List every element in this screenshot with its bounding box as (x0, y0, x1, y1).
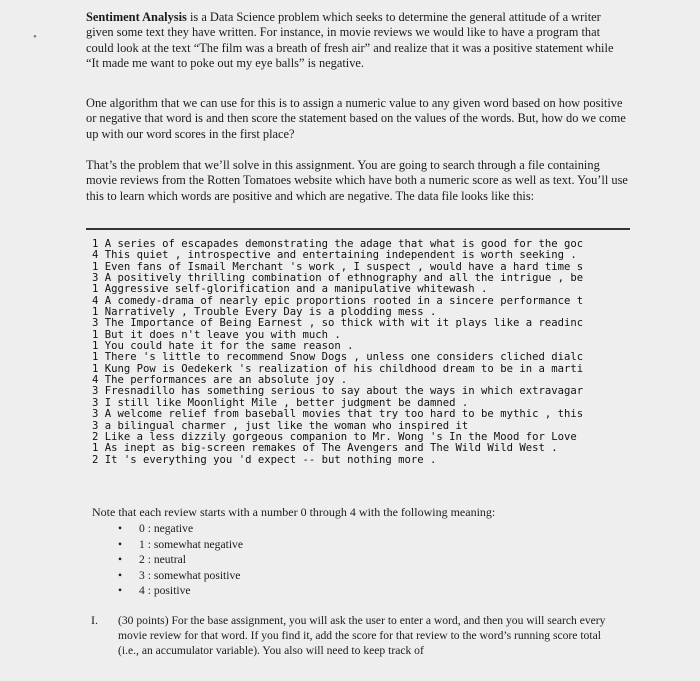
score-meaning-text: 0 : negative (139, 522, 194, 535)
data-file-line: 3 Fresnadillo has something serious to say about the ways in which extravagar (92, 386, 584, 398)
score-meaning-item (118, 568, 243, 584)
data-file-line: 3 I still like Moonlight Mile , better judgment be damned . (92, 397, 469, 409)
data-file-line: 2 It 's everything you 'd expect -- but nothing more . (92, 454, 437, 466)
margin-dot: • (33, 31, 37, 43)
bullet-icon: • (118, 537, 123, 551)
intro-paragraph-2: One algorithm that we can use for this is to assign a numeric value to any given word based on how positive or negative that word is and then score the statement based on the values of the words. But, how do we come up with our word scores in the first place? (86, 96, 626, 141)
intro-paragraph-3: That’s the problem that we’ll solve in this assignment. You are going to search through a file containing movie reviews from the Rotten Tomatoes website which have both a numeric score as well as text. You’ll use this to learn which words are positive and which are negative. The data file looks like this: (86, 158, 628, 203)
bullet-icon: • (118, 568, 123, 582)
score-meaning-item (118, 583, 243, 599)
score-meaning-text: 3 : somewhat positive (139, 568, 241, 582)
data-file-line: 1 Aggressive self-glorification and a manipulative whitewash . (92, 284, 488, 296)
score-meaning-item (118, 537, 243, 553)
data-file-line: 2 Like a less dizzily gorgeous companion to Mr. Wong 's In the Mood for Love (92, 431, 577, 443)
score-meaning-text: 4 : positive (139, 584, 191, 598)
data-file-line: 1 As inept as big-screen remakes of The Avengers and The Wild Wild West . (92, 443, 558, 455)
sentiment-analysis-term: Sentiment Analysis (86, 10, 187, 24)
question-numeral: I. (91, 613, 98, 627)
data-file-line: 4 This quiet , introspective and entertaining independent is worth seeking . (92, 250, 577, 262)
score-meaning-text: 1 : somewhat negative (139, 537, 243, 551)
data-file-line: 1 Even fans of Ismail Merchant 's work , I suspect , would have a hard time s (92, 261, 584, 273)
data-file-line: 4 A comedy-drama of nearly epic proportions rooted in a sincere performance t (92, 295, 584, 307)
score-note: Note that each review starts with a number 0 through 4 with the following meaning: (92, 505, 496, 519)
bullet-icon: • (118, 584, 123, 598)
data-file-sample (86, 228, 630, 492)
data-file-line: 3 A positively thrilling combination of ethnography and all the intrigue , be (92, 273, 584, 285)
score-meaning-item (118, 521, 243, 537)
data-file-line: 1 Narratively , Trouble Every Day is a plodding mess . (92, 307, 437, 319)
score-meaning-text: 2 : neutral (139, 553, 187, 567)
data-file-line: 3 a bilingual charmer , just like the woman who inspired it (92, 420, 469, 432)
intro-paragraph-1 (86, 10, 628, 72)
intro-paragraph-1-text: is a Data Science problem which seeks to determine the general attitude of a writer given some text they have written. For instance, in movie reviews we would like to have a program that could look at the text “The film was a breath of fresh air” and realize that it was a positive statement while “It made me want to poke out my eye balls” is negative. (86, 10, 614, 71)
data-file-line: 1 You could hate it for the same reason . (92, 341, 354, 353)
question-text: (30 points) For the base assignment, you will ask the user to enter a word, and then you will search every movie review for that word. If you find it, add the score for that review to the word’s running score total (i.e., an accumulator variable). You also will need to keep track of (118, 614, 606, 658)
score-meaning-item (118, 552, 243, 568)
data-file-line: 3 The Importance of Being Earnest , so thick with wit it plays like a readinc (92, 318, 584, 330)
data-file-line: 1 Kung Pow is Oedekerk 's realization of his childhood dream to be in a marti (92, 363, 584, 375)
data-file-line: 3 A welcome relief from baseball movies that try too hard to be mythic , this (92, 409, 584, 421)
score-meaning-list (118, 521, 243, 599)
data-file-line: 4 The performances are an absolute joy . (92, 375, 348, 387)
data-file-line: 1 A series of escapades demonstrating the adage that what is good for the goc (92, 239, 584, 250)
bullet-icon: • (118, 553, 123, 567)
data-file-line: 1 There 's little to recommend Snow Dogs , unless one considers cliched dialc (92, 352, 584, 364)
data-file-line: 1 But it does n't leave you with much . (92, 329, 341, 341)
bullet-icon: • (118, 522, 123, 535)
